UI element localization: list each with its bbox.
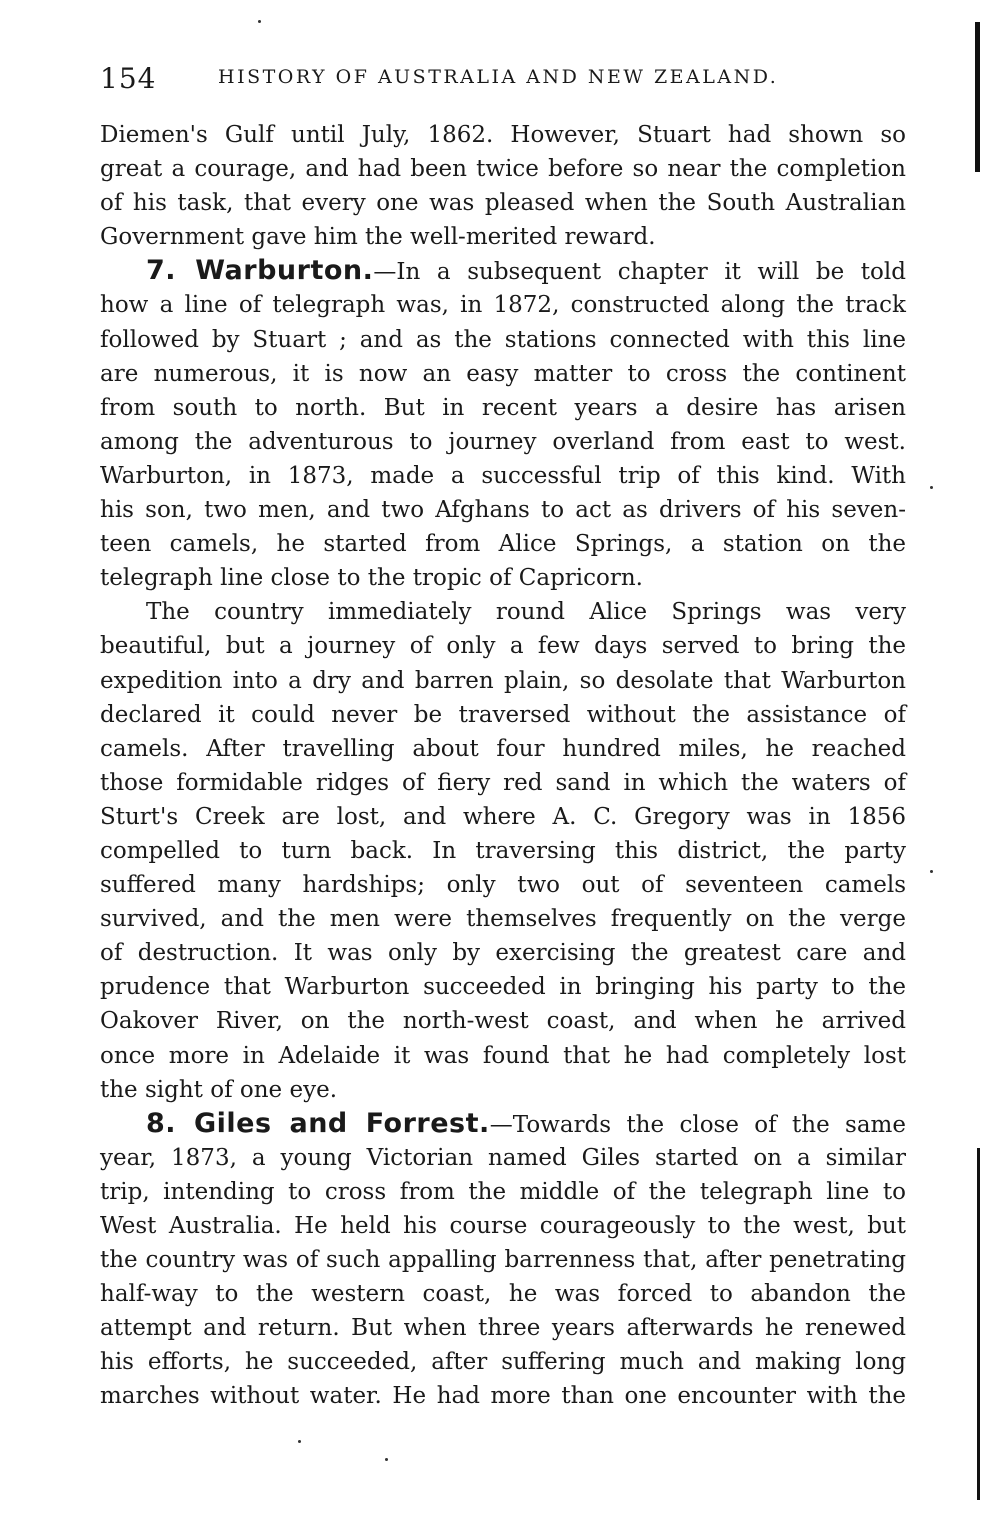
text-line: Government gave him the well-merited reward.: [100, 224, 656, 251]
running-head: HISTORY OF AUSTRALIA AND NEW ZEALAND.: [218, 66, 779, 88]
text-line: those formidable ridges of fiery red sand in which the waters of: [100, 769, 906, 796]
text-line: survived, and the men were themselves frequently on the verge: [100, 906, 906, 933]
section-heading: 7. Warburton.: [146, 255, 374, 287]
text-line: West Australia. He held his course courageously to the west, but: [100, 1213, 906, 1239]
text-line: beautiful, but a journey of only a few days served to bring the: [100, 633, 906, 660]
text-line: among the adventurous to journey overland from east to west.: [100, 428, 906, 455]
text-line: year, 1873, a young Victorian named Giles started on a similar: [100, 1144, 906, 1171]
text-line: Oakover River, on the north-west coast, and when he arrived: [100, 1008, 906, 1035]
print-speck: [298, 1440, 301, 1443]
section-heading-line: [100, 1107, 906, 1141]
print-speck: [385, 1458, 388, 1461]
text-line: telegraph line close to the tropic of Capricorn.: [100, 565, 643, 592]
text-line: The country immediately round Alice Springs was very: [146, 599, 906, 626]
text-line: the sight of one eye.: [100, 1076, 338, 1103]
text-line: marches without water. He had more than one encounter with the: [100, 1383, 906, 1410]
text-line: of destruction. It was only by exercising the greatest care and: [100, 940, 906, 967]
text-line: his efforts, he succeeded, after suffering much and making long: [100, 1349, 906, 1376]
text-line: Diemen's Gulf until July, 1862. However, Stuart had shown so: [100, 122, 906, 148]
text-line: his son, two men, and two Afghans to act as drivers of his seven-: [100, 497, 906, 524]
text-line: prudence that Warburton succeeded in bringing his party to the: [100, 974, 906, 1001]
text-line: Warburton, in 1873, made a successful trip of this kind. With: [100, 462, 906, 489]
text-line: Sturt's Creek are lost, and where A. C. Gregory was in 1856: [100, 803, 906, 830]
print-speck: [258, 20, 261, 23]
text-line: followed by Stuart ; and as the stations connected with this line: [100, 326, 906, 353]
page-header: [100, 62, 906, 102]
text-line: great a courage, and had been twice before so near the completion: [100, 156, 906, 183]
margin-rule-top: [975, 22, 980, 172]
text-line: from south to north. But in recent years a desire has arisen: [100, 394, 906, 421]
text-body: [100, 118, 906, 1414]
text-line: how a line of telegraph was, in 1872, constructed along the track: [100, 292, 906, 319]
text-line: the country was of such appalling barrenness that, after penetrating: [100, 1247, 906, 1274]
section-heading: 8. Giles and Forrest.: [146, 1107, 490, 1139]
text-line: once more in Adelaide it was found that he had completely lost: [100, 1042, 906, 1069]
text-line: —Towards the close of the same: [489, 1111, 906, 1138]
text-line: attempt and return. But when three years afterwards he renewed: [100, 1315, 906, 1342]
section-heading-line: [100, 254, 906, 288]
text-line: compelled to turn back. In traversing this district, the party: [100, 837, 906, 864]
margin-rule-bottom: [977, 1148, 980, 1500]
text-line: declared it could never be traversed without the assistance of: [100, 701, 906, 728]
text-line: teen camels, he started from Alice Springs, a station on the: [100, 531, 906, 558]
page-number: 154: [100, 62, 157, 95]
text-line: suffered many hardships; only two out of seventeen camels: [100, 872, 906, 899]
text-line: of his task, that every one was pleased when the South Australian: [100, 190, 906, 217]
text-line: trip, intending to cross from the middle of the telegraph line to: [100, 1178, 906, 1205]
text-line: are numerous, it is now an easy matter to cross the continent: [100, 360, 906, 387]
text-line: camels. After travelling about four hundred miles, he reached: [100, 735, 906, 762]
text-line: expedition into a dry and barren plain, so desolate that Warburton: [100, 667, 906, 694]
text-line: —In a subsequent chapter it will be told: [373, 259, 906, 286]
print-speck: [930, 870, 933, 873]
print-speck: [930, 486, 933, 489]
text-line: half-way to the western coast, he was forced to abandon the: [100, 1281, 906, 1308]
